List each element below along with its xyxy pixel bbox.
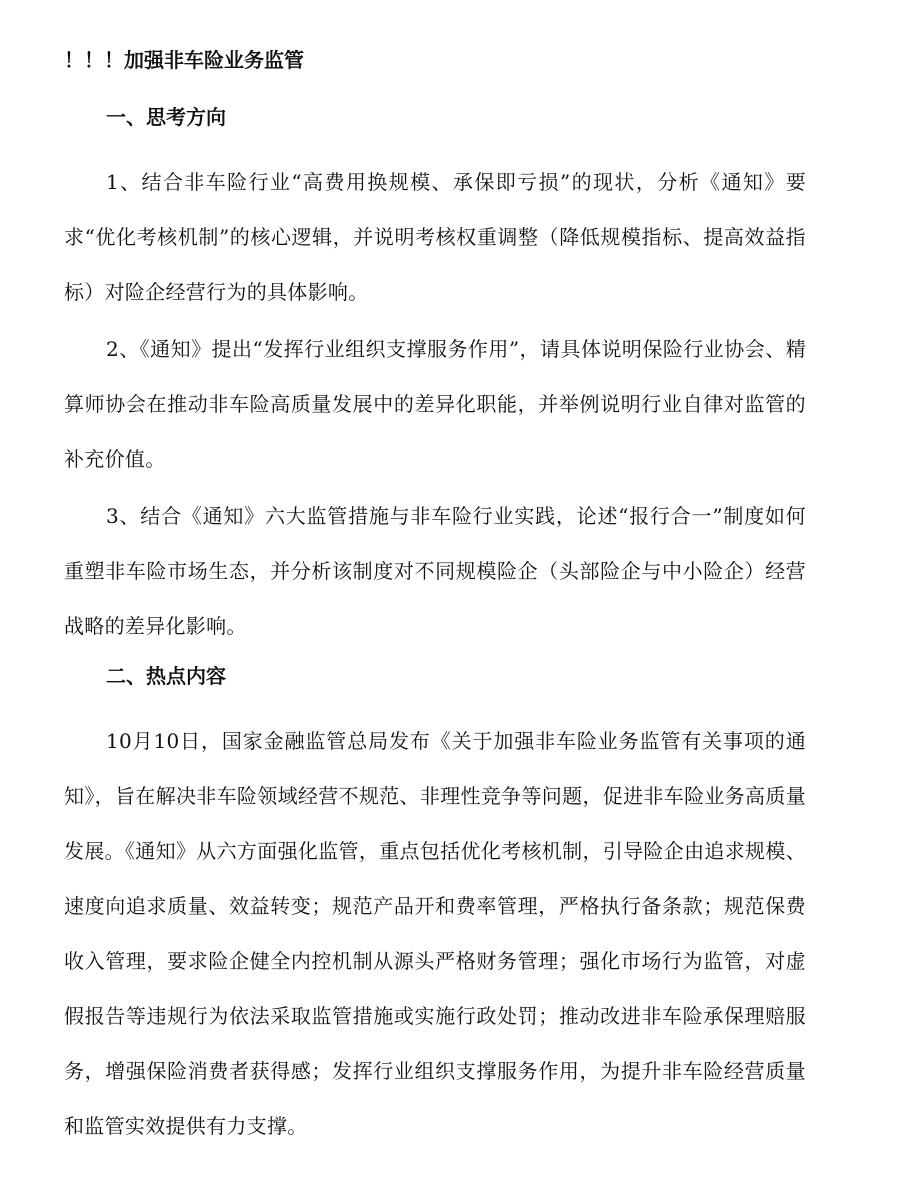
section-heading-thinking-direction: 一、思考方向 <box>106 105 226 129</box>
question-paragraph-2: 2、《通知》提出“发挥行业组织支撑服务作用”，请具体说明保险行业协会、精算师协会在推动非车险高质量发展中的差异化职能，并举例说明行业自律对监管的补充价值。 <box>64 337 806 471</box>
hot-content-paragraph: 10月10日，国家金融监管总局发布《关于加强非车险业务监管有关事项的通知》，旨在解决非车险领域经营不规范、非理性竞争等问题，促进非车险业务高质量发展。《通知》从六方面强化监管，重点包括优化考核机制，引导险企由追求规模、速度向追求质量、效益转变；规范产品开和费率管理，严格执行备条款；规范保费收入管理，要求险企健全内控机制从源头严格财务管理；强化市场行为监管，对虚假报告等违规行为依法采取监管措施或实施行政处罚；推动改进非车险承保理赔服务，增强保险消费者获得感；发挥行业组织支撑服务作用，为提升非车险经营质量和监管实效提供有力支撑。 <box>64 729 806 1138</box>
question-paragraph-1: 1、结合非车险行业“高费用换规模、承保即亏损”的现状，分析《通知》要求“优化考核机制”的核心逻辑，并说明考核权重调整（降低规模指标、提高效益指标）对险企经营行为的具体影响。 <box>64 170 806 304</box>
document-title: ！！！加强非车险业务监管 <box>64 48 304 72</box>
question-paragraph-3: 3、结合《通知》六大监管措施与非车险行业实践，论述“报行合一”制度如何重塑非车险市场生态，并分析该制度对不同规模险企（头部险企与中小险企）经营战略的差异化影响。 <box>64 504 806 638</box>
section-heading-hot-content: 二、热点内容 <box>106 664 226 688</box>
